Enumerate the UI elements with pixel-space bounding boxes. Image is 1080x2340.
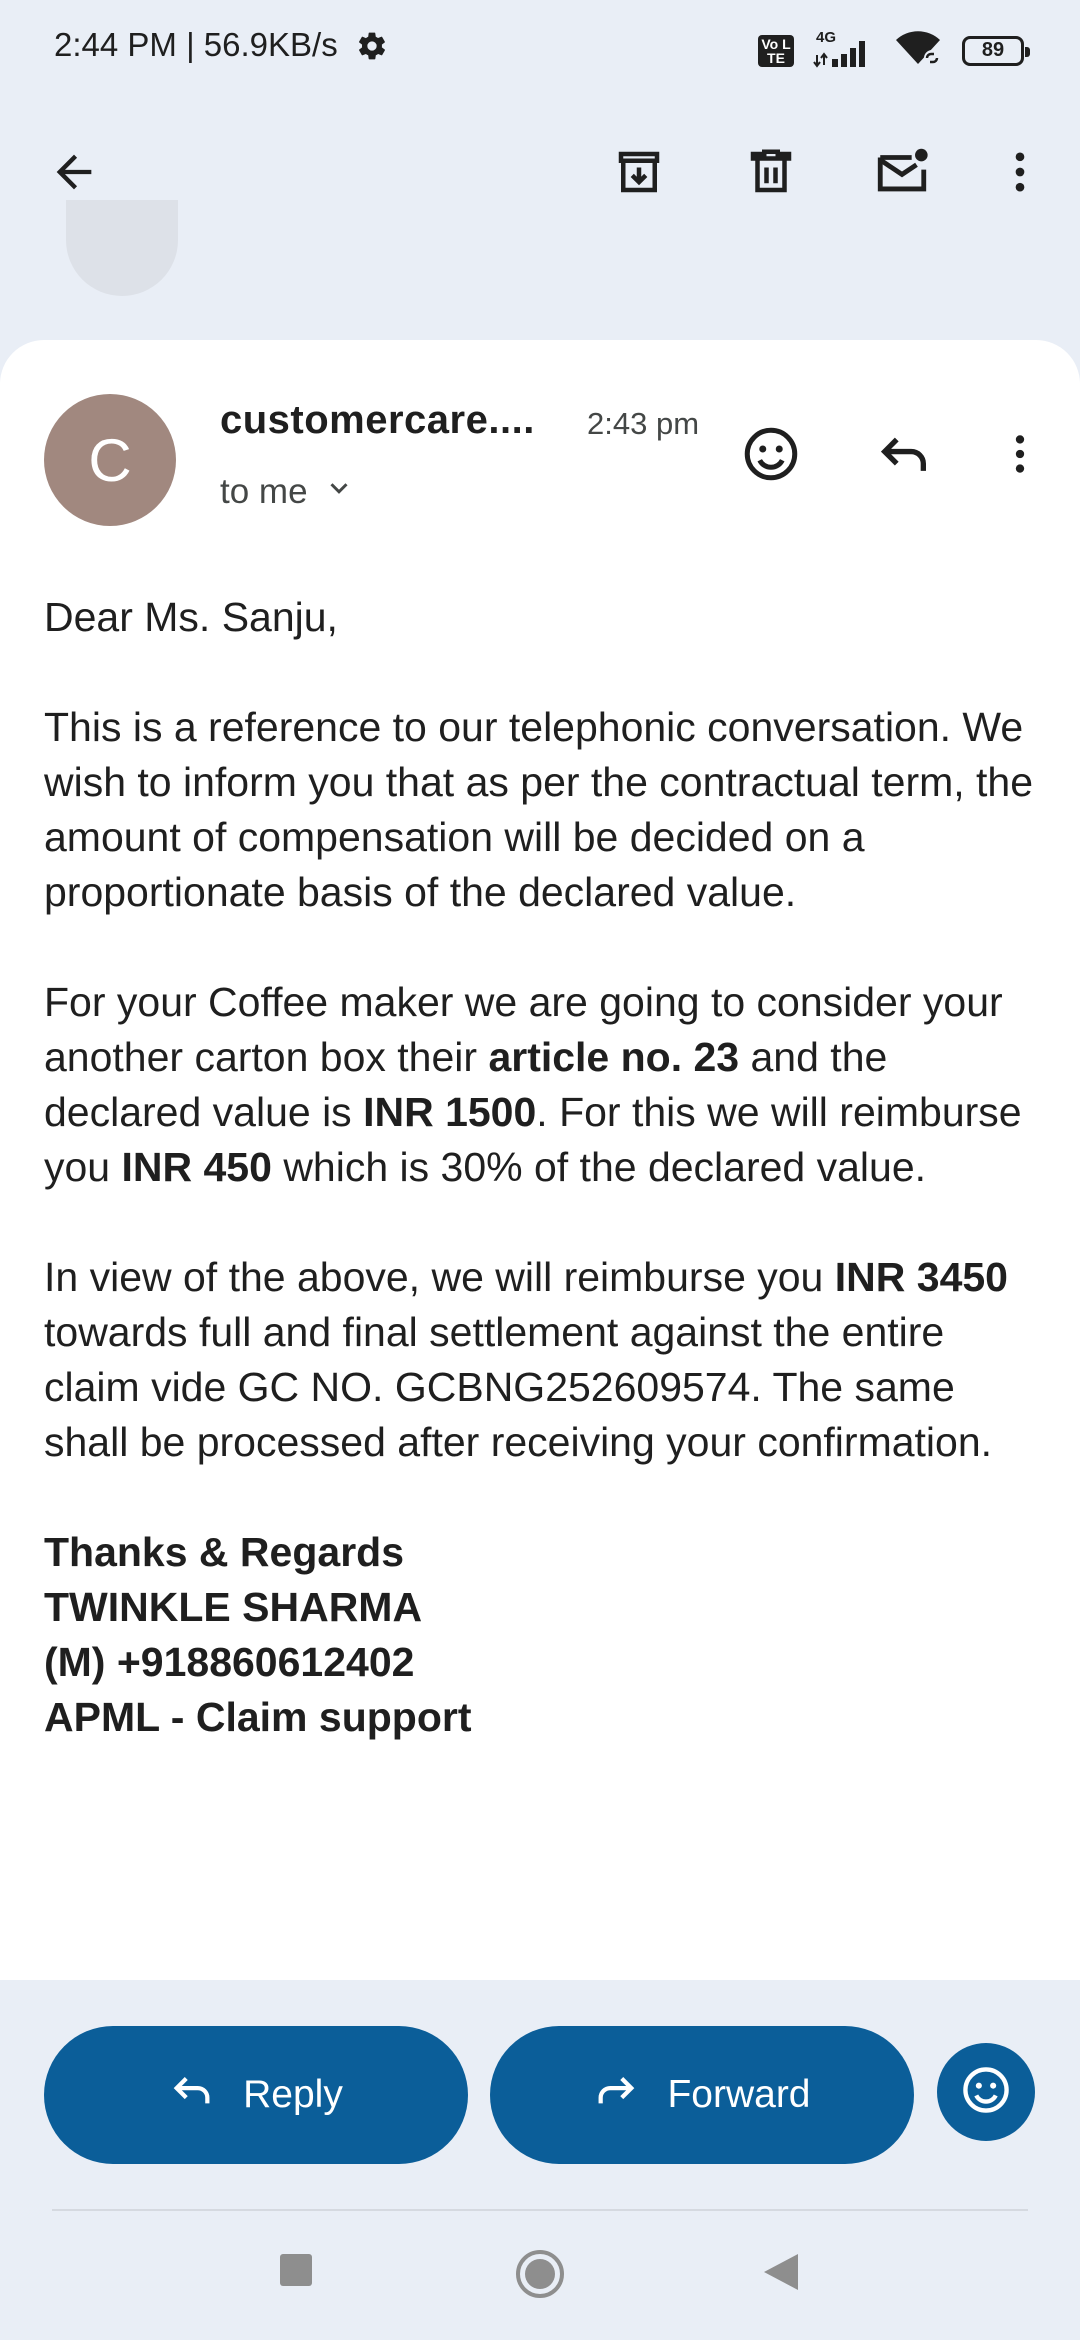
reply-icon[interactable]: [868, 418, 940, 490]
battery-icon: 89: [962, 36, 1024, 66]
sender-avatar[interactable]: C: [44, 394, 176, 526]
reply-button-label: Reply: [243, 2073, 343, 2116]
recipient-label: to me: [220, 472, 308, 511]
signature-line: Thanks & Regards: [44, 1529, 404, 1575]
signature-line[interactable]: (M) +918860612402: [44, 1639, 415, 1685]
mark-unread-icon[interactable]: [866, 136, 938, 208]
network-label: 4G: [816, 28, 837, 46]
more-vert-icon[interactable]: [984, 136, 1056, 208]
message-time: 2:43 pm: [587, 406, 700, 441]
back-arrow-icon[interactable]: [38, 136, 110, 208]
wifi-icon: [892, 28, 944, 73]
emoji-reaction-button[interactable]: [937, 2043, 1035, 2141]
paragraph-1: This is a reference to our telephonic conversation. We wish to inform you that as per the contractual term, the amount of compensation will be decided on a proportionate basis of the declared value.: [44, 704, 1034, 915]
delete-icon[interactable]: [735, 136, 807, 208]
archive-icon[interactable]: [603, 136, 675, 208]
recents-square-icon[interactable]: [278, 2252, 314, 2293]
message-body: [44, 590, 1044, 1745]
chevron-down-icon: [324, 472, 354, 512]
reply-button[interactable]: [44, 2026, 468, 2164]
signature: [44, 1525, 1044, 1745]
back-triangle-icon[interactable]: [762, 2252, 800, 2297]
system-nav-bar: [0, 2212, 1080, 2340]
greeting: Dear Ms. Sanju,: [44, 594, 338, 640]
settings-gear-icon: [356, 30, 388, 67]
signature-line: TWINKLE SHARMA: [44, 1584, 423, 1630]
forward-button-label: Forward: [667, 2073, 811, 2116]
forward-arrow-icon: [593, 2067, 639, 2123]
forward-button[interactable]: [490, 2026, 914, 2164]
status-bar: [0, 0, 1080, 96]
sender-name[interactable]: customercare....: [220, 398, 535, 442]
home-circle-icon[interactable]: [514, 2248, 566, 2305]
volte-badge: Vo LTE: [758, 35, 794, 67]
emoji-icon[interactable]: [735, 418, 807, 490]
previous-message-avatar[interactable]: [66, 200, 178, 296]
paragraph-3: In view of the above, we will reimburse you INR 3450 towards full and final settlement against the entire claim vide GC NO. GCBNG252609574. The same shall be processed after receiving your confirmation.: [44, 1254, 1008, 1465]
email-message-card: [0, 340, 1080, 1980]
divider: [52, 2209, 1028, 2211]
emoji-icon: [960, 2064, 1012, 2121]
signal-icon: [812, 28, 874, 69]
recipient-details-toggle[interactable]: [220, 472, 354, 512]
paragraph-2: For your Coffee maker we are going to consider your another carton box their article no. 23 and the declared value is INR 1500. For this we will reimburse you INR 450 which is 30% of the declared value.: [44, 979, 1022, 1190]
status-time-speed: 2:44 PM | 56.9KB/s: [54, 26, 338, 63]
message-more-vert-icon[interactable]: [984, 418, 1056, 490]
signature-line: APML - Claim support: [44, 1694, 472, 1740]
bottom-action-bar: [0, 1980, 1080, 2220]
reply-arrow-icon: [169, 2067, 215, 2123]
status-icons: [758, 28, 1024, 73]
